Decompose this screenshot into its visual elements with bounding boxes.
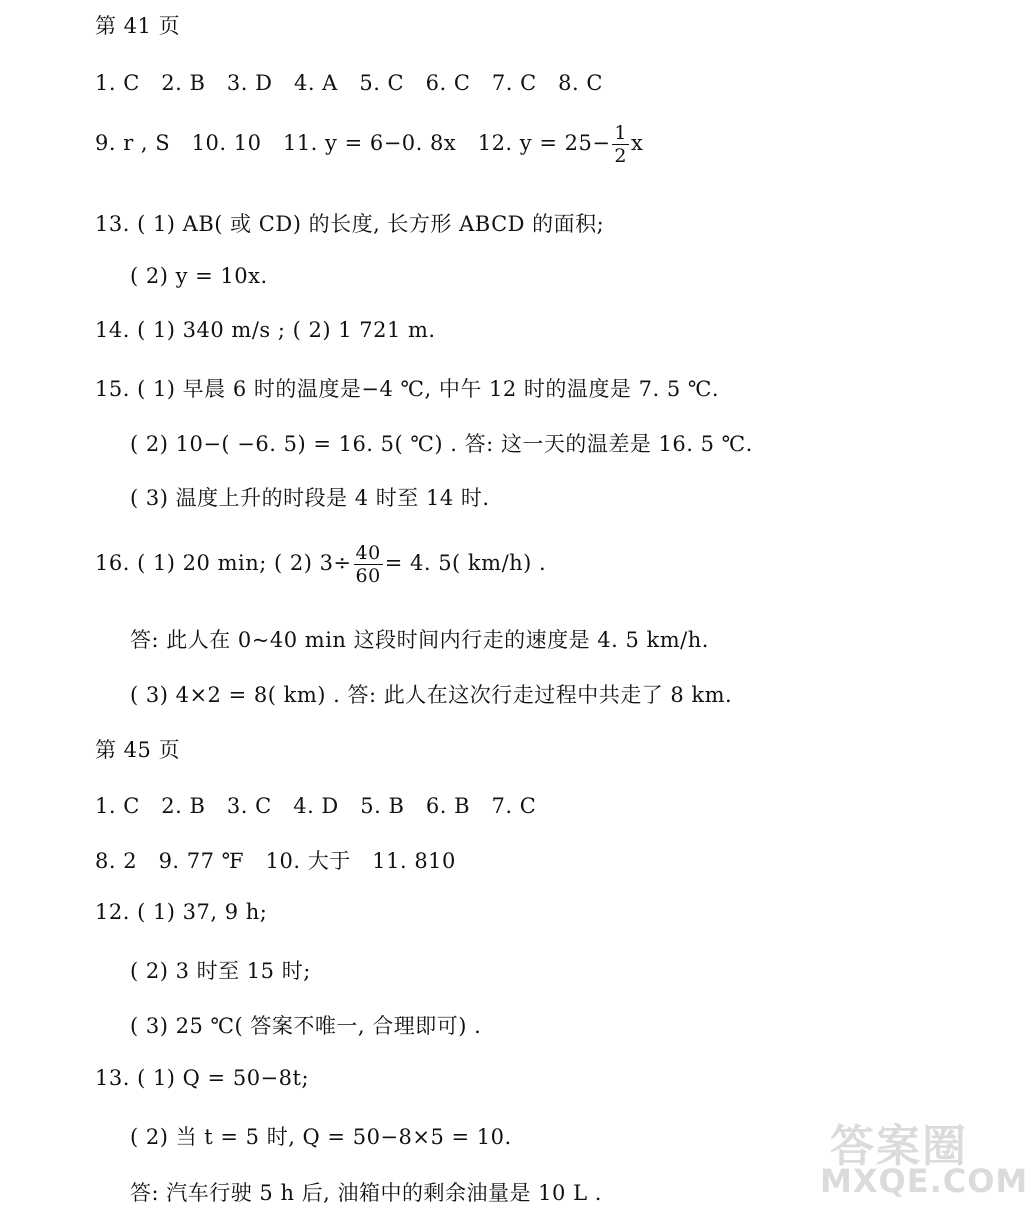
- denominator: 2: [614, 145, 628, 167]
- answer-line: 答: 汽车行驶 5 h 后, 油箱中的剩余油量是 10 L .: [130, 1181, 602, 1205]
- answer-line: 8. 2 9. 77 ℉ 10. 大于 11. 810: [95, 849, 456, 873]
- answer-line: ( 3) 4×2 = 8( km) . 答: 此人在这次行走过程中共走了 8 km.: [130, 683, 733, 707]
- answer-line: 12. ( 1) 37, 9 h;: [95, 900, 268, 924]
- answer-line: ( 3) 25 ℃( 答案不唯一, 合理即可) .: [130, 1014, 482, 1038]
- page-45-header: 第 45 页: [95, 738, 181, 762]
- answer-line: 13. ( 1) AB( 或 CD) 的长度, 长方形 ABCD 的面积;: [95, 212, 605, 236]
- answer-line: ( 2) 10−( −6. 5) = 16. 5( ℃) . 答: 这一天的温差是 16. 5 ℃.: [130, 432, 753, 456]
- page-41-header: 第 41 页: [95, 14, 181, 38]
- numerator: 1: [614, 122, 628, 144]
- answer-text: x: [631, 131, 644, 155]
- answer-line: 1. C 2. B 3. C 4. D 5. B 6. B 7. C: [95, 794, 537, 818]
- answer-line: 15. ( 1) 早晨 6 时的温度是−4 ℃, 中午 12 时的温度是 7. 5 ℃.: [95, 377, 720, 401]
- watermark-url: MXQE.COM: [820, 1162, 1028, 1200]
- answer-line: 14. ( 1) 340 m/s ; ( 2) 1 721 m.: [95, 318, 436, 342]
- answer-text: = 4. 5( km/h) .: [384, 551, 547, 575]
- fraction: [354, 542, 383, 587]
- denominator: 60: [355, 565, 381, 587]
- answer-text: 9. r , S 10. 10 11. y = 6−0. 8x 12. y = 25−: [95, 131, 611, 155]
- answer-line: 13. ( 1) Q = 50−8t;: [95, 1066, 310, 1090]
- watermark-logo: [820, 1110, 1028, 1200]
- watermark-text: 答案圈: [830, 1121, 968, 1172]
- answer-line: ( 3) 温度上升的时段是 4 时至 14 时.: [130, 486, 490, 510]
- answer-line: ( 2) 当 t = 5 时, Q = 50−8×5 = 10.: [130, 1125, 512, 1149]
- answer-line: ( 2) y = 10x.: [130, 264, 268, 288]
- answer-line: ( 2) 3 时至 15 时;: [130, 959, 311, 983]
- numerator: 40: [355, 542, 381, 564]
- answer-line: 1. C 2. B 3. D 4. A 5. C 6. C 7. C 8. C: [95, 71, 603, 95]
- fraction: [612, 122, 629, 167]
- answer-line: 答: 此人在 0~40 min 这段时间内行走的速度是 4. 5 km/h.: [130, 628, 709, 652]
- answer-text: 16. ( 1) 20 min; ( 2) 3÷: [95, 551, 352, 575]
- answer-line: [95, 122, 643, 167]
- answer-line: [95, 542, 546, 587]
